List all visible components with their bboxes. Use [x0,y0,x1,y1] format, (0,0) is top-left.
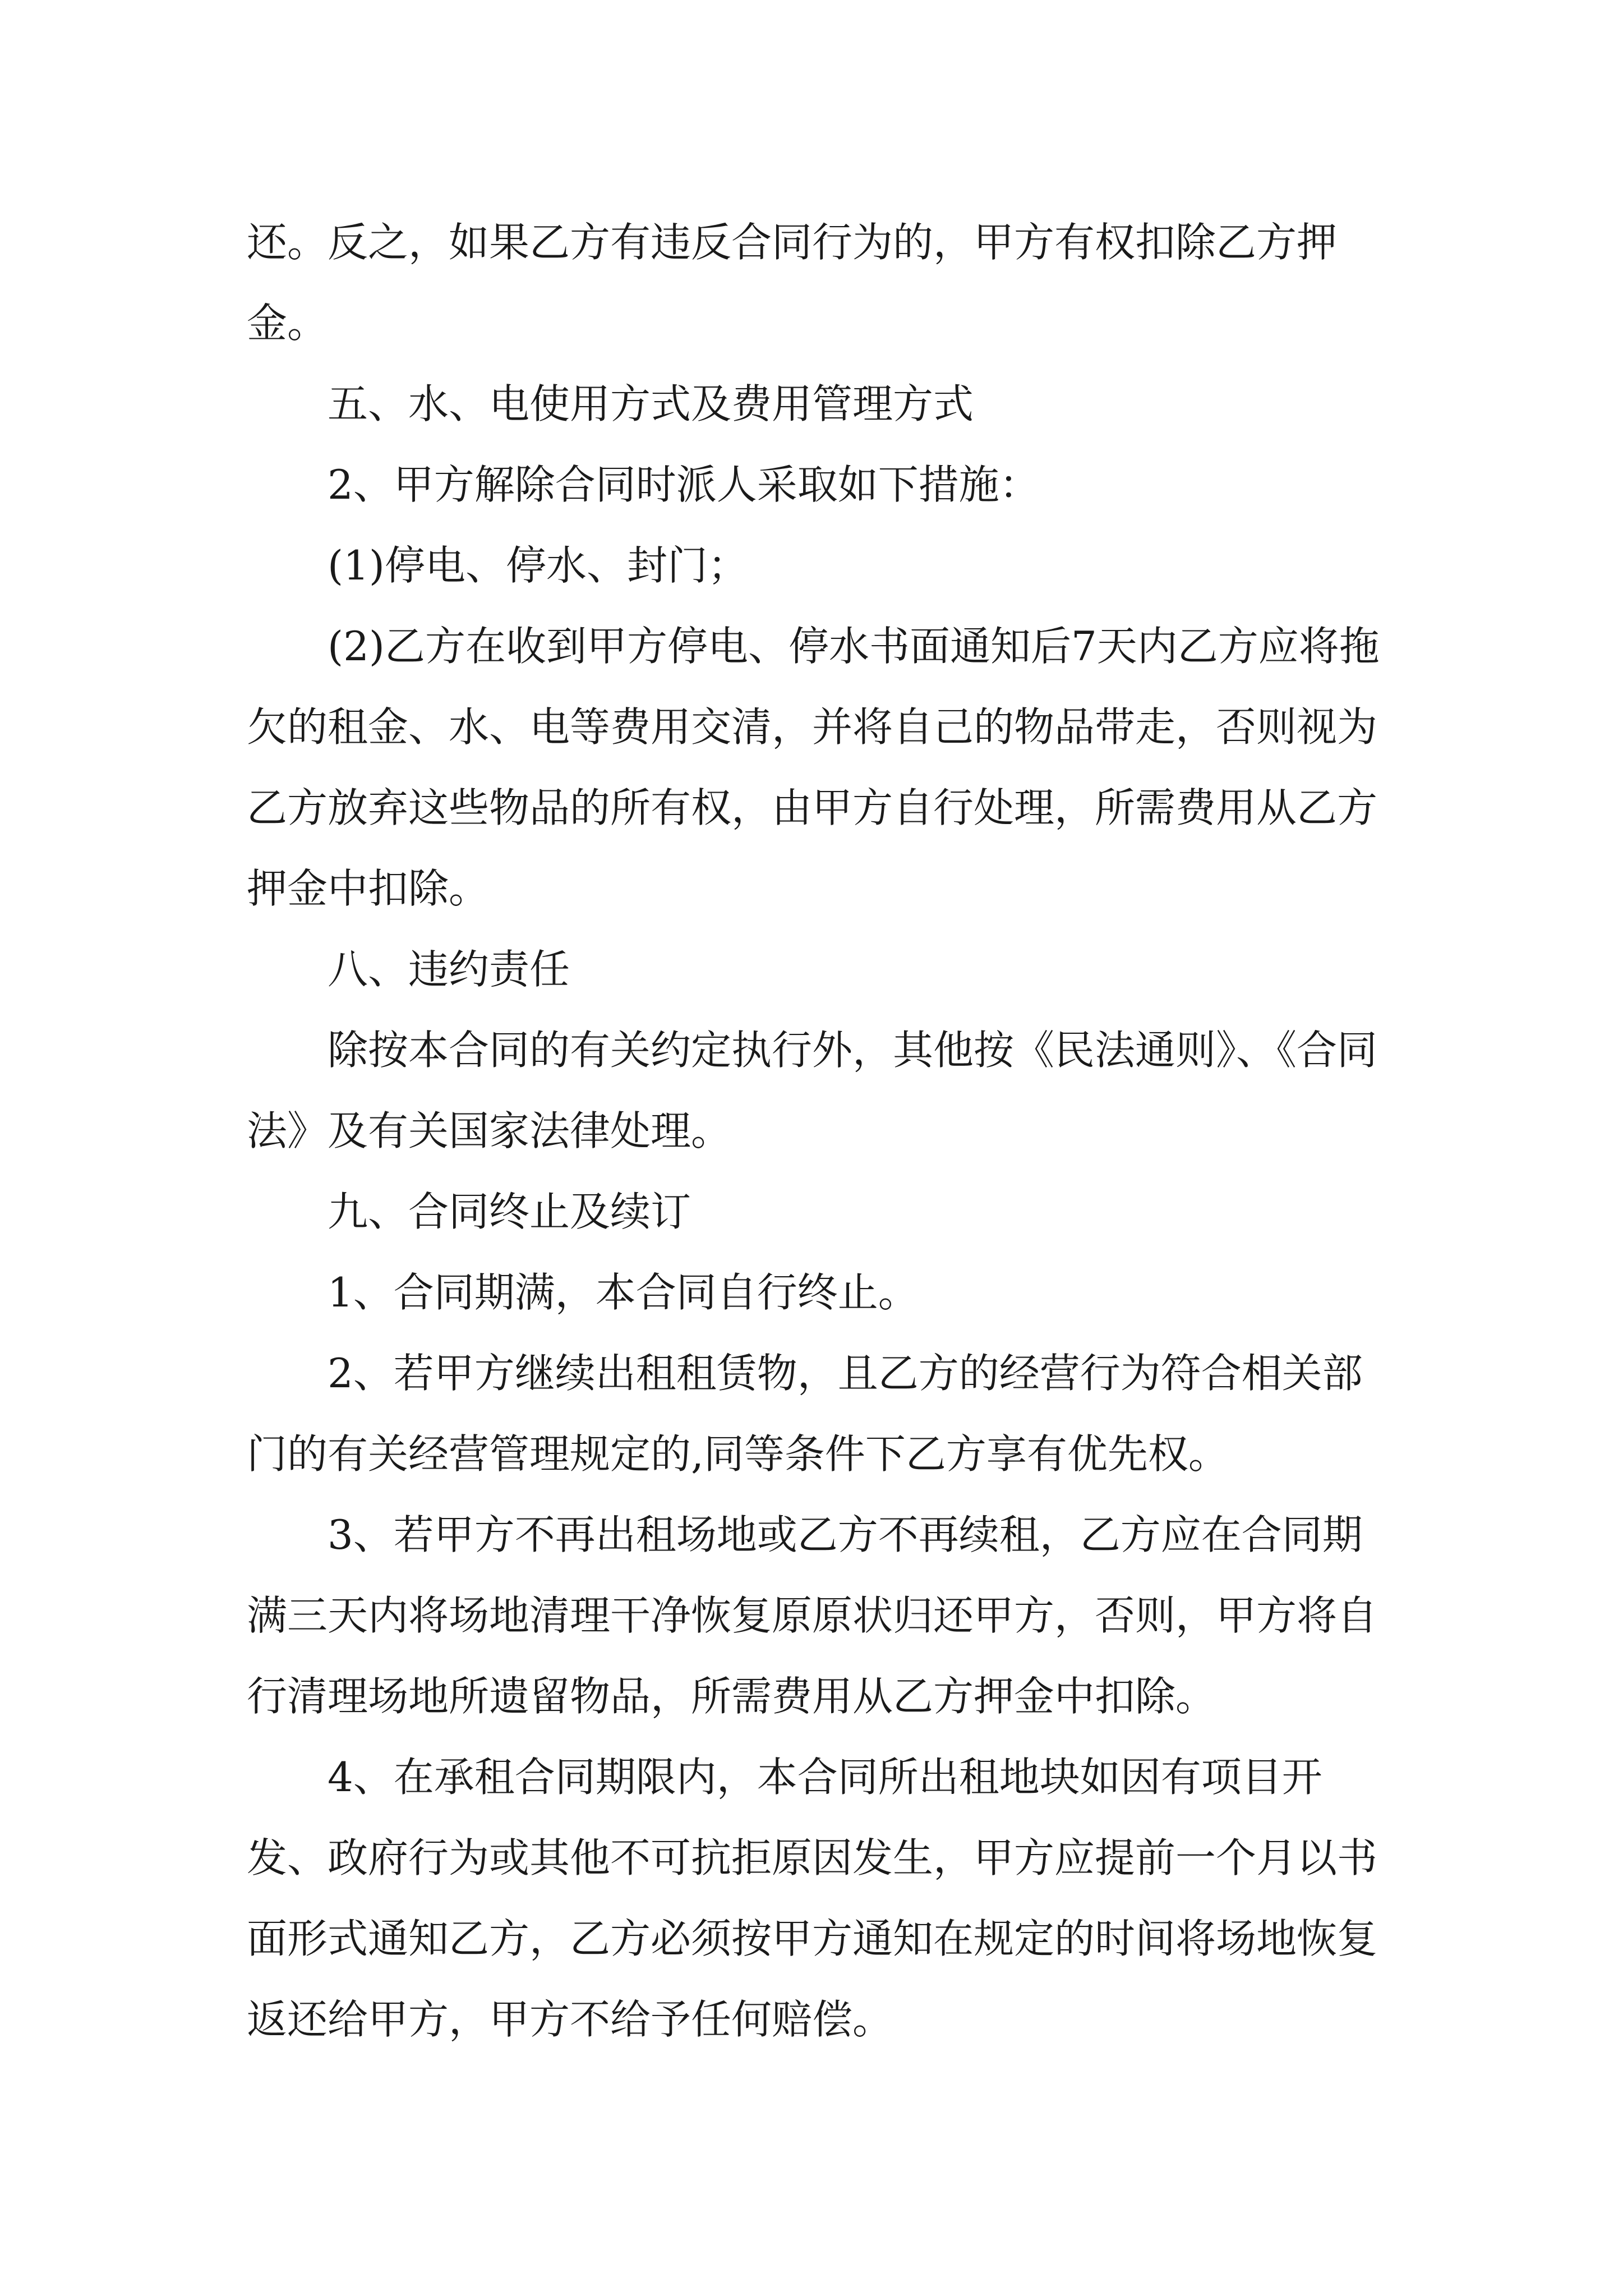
paragraph-termination-measures: 2、甲方解除合同时派人采取如下措施： [328,461,1040,508]
heading-utilities-management: 五、水、电使用方式及费用管理方式 [328,380,974,427]
paragraph-measure-1: (1)停电、停水、封门； [328,542,748,589]
paragraph-breach-liability: 除按本合同的有关约定执行外，其他按《民法通则》、《合同法》及有关国家法律处理。 [247,1027,1378,1154]
heading-breach-liability: 八、违约责任 [328,946,570,993]
paragraph-clause-3: 3、若甲方不再出租场地或乙方不再续租，乙方应在合同期满三天内将场地清理干净恢复原原状归还甲方，否则，甲方将自行清理场地所遗留物品，所需费用从乙方押金中扣除。 [247,1511,1378,1720]
paragraph-clause-4: 4、在承租合同期限内，本合同所出租地块如因有项目开发、政府行为或其他不可抗拒原因发生，甲方应提前一个月以书面形式通知乙方，乙方必须按甲方通知在规定的时间将场地恢复返还给甲方，甲方不给予任何赔偿。 [247,1754,1378,2043]
paragraph-measure-2: (2)乙方在收到甲方停电、停水书面通知后7天内乙方应将拖欠的租金、水、电等费用交清，并将自己的物品带走，否则视为乙方放弃这些物品的所有权，由甲方自行处理，所需费用从乙方押金中扣除。 [247,623,1380,912]
paragraph-deposit-deduction: 还。反之，如果乙方有违反合同行为的，甲方有权扣除乙方押金。 [247,219,1338,347]
paragraph-clause-2: 2、若甲方继续出租租赁物，且乙方的经营行为符合相关部门的有关经营管理规定的,同等条件下乙方享有优先权。 [247,1350,1363,1478]
document-body [247,202,1385,2060]
paragraph-clause-1: 1、合同期满，本合同自行终止。 [328,1269,919,1316]
heading-termination-renewal: 九、合同终止及续订 [328,1188,691,1235]
